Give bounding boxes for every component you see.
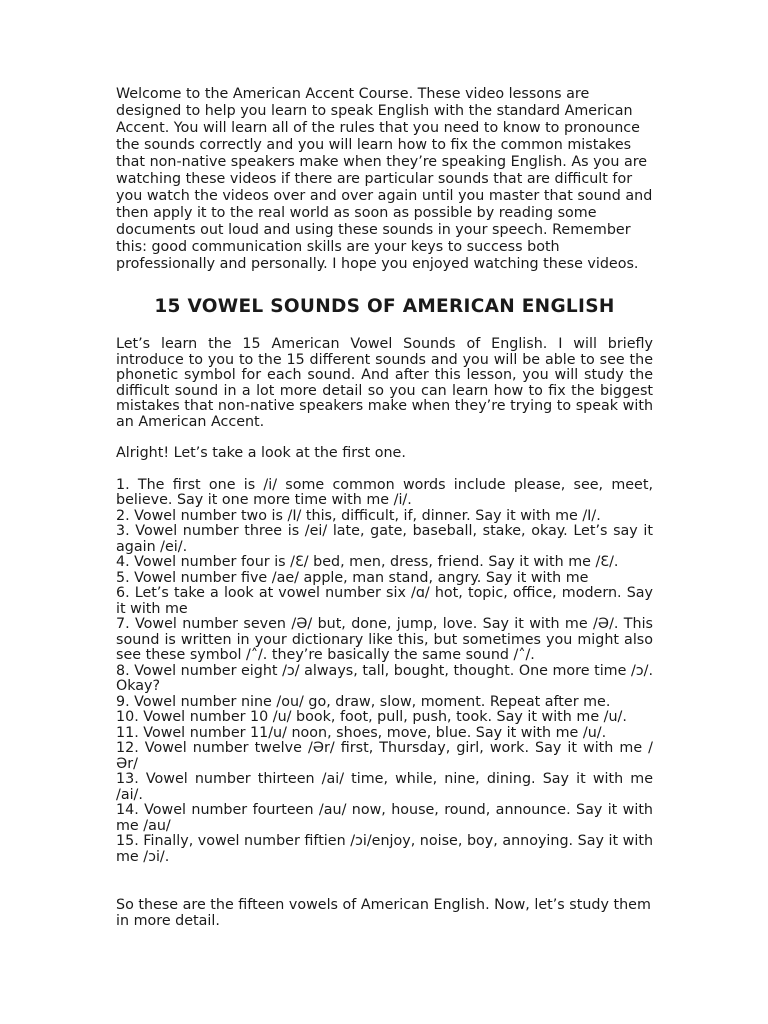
vowel-list [116,478,653,866]
vowel-item: 11. Vowel number 11/u/ noon, shoes, move, blue. Say it with me /u/. [116,724,607,741]
vowel-item: 10. Vowel number 10 /u/ book, foot, pull, push, took. Say it with me /u/. [116,709,627,725]
vowel-item: 9. Vowel number nine /ou/ go, draw, slow, moment. Repeat after me. [116,693,611,710]
vowel-item: 8. Vowel number eight /ɔ/ always, tall, bought, thought. One more time /ɔ/. Okay? [116,662,653,694]
section-heading: 15 VOWEL SOUNDS OF AMERICAN ENGLISH [154,296,615,317]
vowel-item: 6. Let’s take a look at vowel number six /ɑ/ hot, topic, office, modern. Say it with me [116,585,653,617]
vowel-item: 5. Vowel number five /ae/ apple, man stand, angry. Say it with me [116,569,589,586]
vowel-item: 2. Vowel number two is /I/ this, difficult, if, dinner. Say it with me /I/. [116,507,601,524]
vowel-item: 12. Vowel number twelve /Ər/ first, Thursday, girl, work. Say it with me /Ər/ [116,740,653,772]
vowel-item: 3. Vowel number three is /ei/ late, gate, baseball, stake, okay. Let’s say it again /ei/. [116,523,653,555]
vowel-item: 7. Vowel number seven /Ə/ but, done, jump, love. Say it with me /Ə/. This sound is written in your dictionary like this, but sometimes you might also see these symbol /˄/. they’re basically the same sound /˄/. [116,616,653,663]
transition-line: Alright! Let’s take a look at the first one. [116,445,406,461]
vowel-item: 1. The first one is /i/ some common words include please, see, meet, believe. Say it one more time with me /i/. [116,476,653,508]
intro-paragraph: Welcome to the American Accent Course. These video lessons are designed to help you learn to speak English with the standard American Accent. You will learn all of the rules that you need to know to pronounce the sounds correctly and you will learn how to fix the common mistakes that non-native speakers make when they’re speaking English. As you are watching these videos if there are particular sounds that are difficult for you watch the videos over and over again until you master that sound and then apply it to the real world as soon as possible by reading some documents out loud and using these sounds in your speech. Remember this: good communication skills are your keys to success both professionally and personally. I hope you enjoyed watching these videos. [116,86,653,272]
vowel-item: 15. Finally, vowel number fiftien /ɔi/enjoy, noise, boy, annoying. Say it with me /ɔi/. [116,833,653,865]
lead-paragraph: Let’s learn the 15 American Vowel Sounds of English. I will briefly introduce to you to the 15 different sounds and you will be able to see the phonetic symbol for each sound. And after this lesson, you will study the difficult sound in a lot more detail so you can learn how to fix the biggest mistakes that non-native speakers make when they’re trying to speak with an American Accent. [116,336,653,430]
vowel-item: 13. Vowel number thirteen /ai/ time, while, nine, dining. Say it with me /ai/. [116,771,653,803]
document-page [116,86,653,929]
vowel-item: 4. Vowel number four is /Ɛ/ bed, men, dress, friend. Say it with me /Ɛ/. [116,554,619,570]
vowel-item: 14. Vowel number fourteen /au/ now, house, round, announce. Say it with me /au/ [116,802,653,834]
closing-paragraph: So these are the fifteen vowels of American English. Now, let’s study them in more detail. [116,897,651,929]
